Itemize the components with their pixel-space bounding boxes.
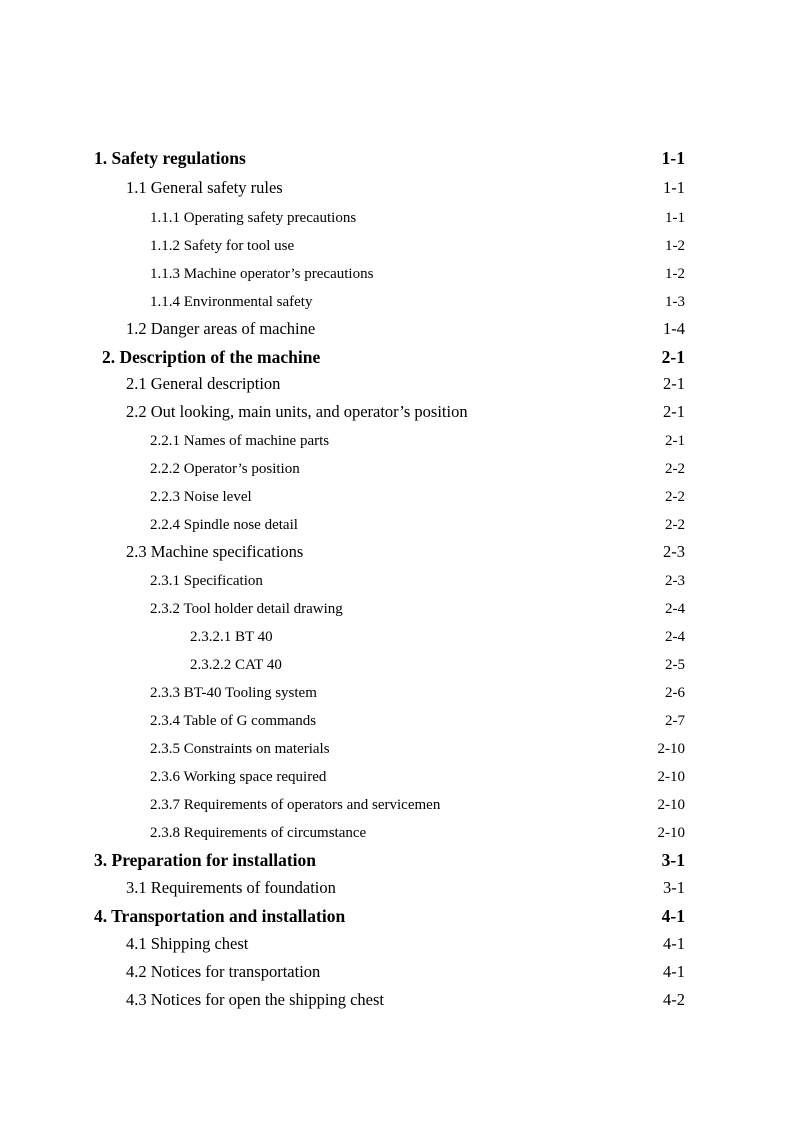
toc-entry-page: 2-6 [665,685,685,701]
toc-entry-subsubsection [0,624,793,650]
toc-entry-title: 2.3.4 Table of G commands [150,713,317,729]
toc-entry-title: 2.3.3 BT-40 Tooling system [150,685,317,701]
toc-entry-title: 2.3.6 Working space required [150,769,327,785]
toc-entry-page: 2-3 [665,573,685,589]
toc-entry-section [0,987,793,1013]
toc-entry-page: 2-1 [661,347,685,367]
toc-entry-page: 2-7 [665,713,685,729]
toc-entry-page: 2-10 [657,741,685,757]
toc-entry-page: 2-2 [665,461,685,477]
toc-entry-chapter-1 [0,145,793,171]
toc-entry-subsection [0,764,793,790]
toc-entry-page: 3-1 [663,878,685,897]
toc-entry-page: 1-2 [665,266,685,282]
toc-entry-page: 1-2 [665,238,685,254]
toc-entry-title: 3. Preparation for installation [94,850,316,870]
toc-entry-title: 1.1.1 Operating safety precautions [150,210,357,226]
toc-entry-title: 2.3.1 Specification [150,573,263,589]
toc-entry-subsection [0,261,793,287]
toc-entry-page: 2-10 [657,825,685,841]
toc-entry-page: 1-4 [663,319,685,338]
toc-entry-subsection [0,484,793,510]
toc-entry-page: 2-10 [657,797,685,813]
toc-entry-section [0,175,793,201]
toc-entry-page: 2-5 [665,657,685,673]
toc-entry-subsection [0,792,793,818]
toc-entry-subsection [0,205,793,231]
toc-entry-chapter-2 [0,344,793,370]
toc-entry-section [0,399,793,425]
toc-entry-title: 2.2.1 Names of machine parts [150,433,330,449]
toc-entry-subsection [0,456,793,482]
toc-entry-title: 1.1.4 Environmental safety [150,294,313,310]
toc-entry-page: 4-1 [661,906,685,926]
toc-entry-page: 2-10 [657,769,685,785]
toc-entry-title: 1.1 General safety rules [126,178,283,197]
toc-entry-chapter-4 [0,903,793,929]
toc-entry-section [0,371,793,397]
toc-entry-title: 1.2 Danger areas of machine [126,319,316,338]
toc-entry-page: 2-1 [663,374,685,393]
toc-entry-title: 2.3.7 Requirements of operators and servicemen [150,797,441,813]
toc-entry-title: 1.1.3 Machine operator’s precautions [150,266,374,282]
toc-entry-subsection [0,233,793,259]
toc-entry-title: 2.3.2.2 CAT 40 [190,657,282,673]
toc-entry-title: 1. Safety regulations [94,148,246,168]
toc-entry-title: 2.3.2 Tool holder detail drawing [150,601,343,617]
toc-entry-title: 4.1 Shipping chest [126,934,249,953]
toc-entry-subsection [0,512,793,538]
toc-entry-section [0,316,793,342]
toc-entry-subsubsection [0,652,793,678]
toc-entry-title: 2.3.2.1 BT 40 [190,629,273,645]
toc-entry-page: 1-1 [663,178,685,197]
toc-entry-page: 4-1 [663,962,685,981]
toc-entry-title: 4.2 Notices for transportation [126,962,321,981]
toc-entry-subsection [0,708,793,734]
toc-entry-page: 1-1 [661,148,685,168]
toc-entry-title: 2.1 General description [126,374,281,393]
toc-entry-title: 2.2.4 Spindle nose detail [150,517,298,533]
toc-entry-page: 1-3 [665,294,685,310]
toc-entry-subsection [0,289,793,315]
toc-entry-title: 3.1 Requirements of foundation [126,878,336,897]
toc-entry-page: 4-1 [663,934,685,953]
toc-entry-subsection [0,596,793,622]
toc-entry-title: 2.3.5 Constraints on materials [150,741,330,757]
toc-entry-title: 2.2.3 Noise level [150,489,252,505]
toc-entry-page: 2-4 [665,629,685,645]
toc-entry-title: 2.3.8 Requirements of circumstance [150,825,367,841]
toc-entry-chapter-3 [0,847,793,873]
toc-entry-page: 2-1 [663,402,685,421]
toc-entry-title: 2.2 Out looking, main units, and operator’s position [126,402,468,421]
toc-entry-title: 2.2.2 Operator’s position [150,461,300,477]
toc-entry-section [0,875,793,901]
toc-entry-title: 1.1.2 Safety for tool use [150,238,295,254]
toc-entry-subsection [0,680,793,706]
toc-entry-section [0,959,793,985]
toc-entry-title: 2.3 Machine specifications [126,542,304,561]
toc-entry-page: 1-1 [665,210,685,226]
toc-entry-page: 2-1 [665,433,685,449]
toc-entry-page: 2-3 [663,542,685,561]
toc-entry-title: 4.3 Notices for open the shipping chest [126,990,384,1009]
toc-entry-subsection [0,736,793,762]
toc-entry-subsection [0,820,793,846]
toc-entry-page: 2-2 [665,517,685,533]
toc-entry-page: 2-2 [665,489,685,505]
toc-entry-title: 2. Description of the machine [102,347,321,367]
toc-entry-title: 4. Transportation and installation [94,906,346,926]
toc-entry-page: 4-2 [663,990,685,1009]
toc-entry-subsection [0,428,793,454]
toc-entry-subsection [0,568,793,594]
toc-entry-section [0,539,793,565]
toc-entry-page: 2-4 [665,601,685,617]
toc-entry-page: 3-1 [661,850,685,870]
toc-entry-section [0,931,793,957]
